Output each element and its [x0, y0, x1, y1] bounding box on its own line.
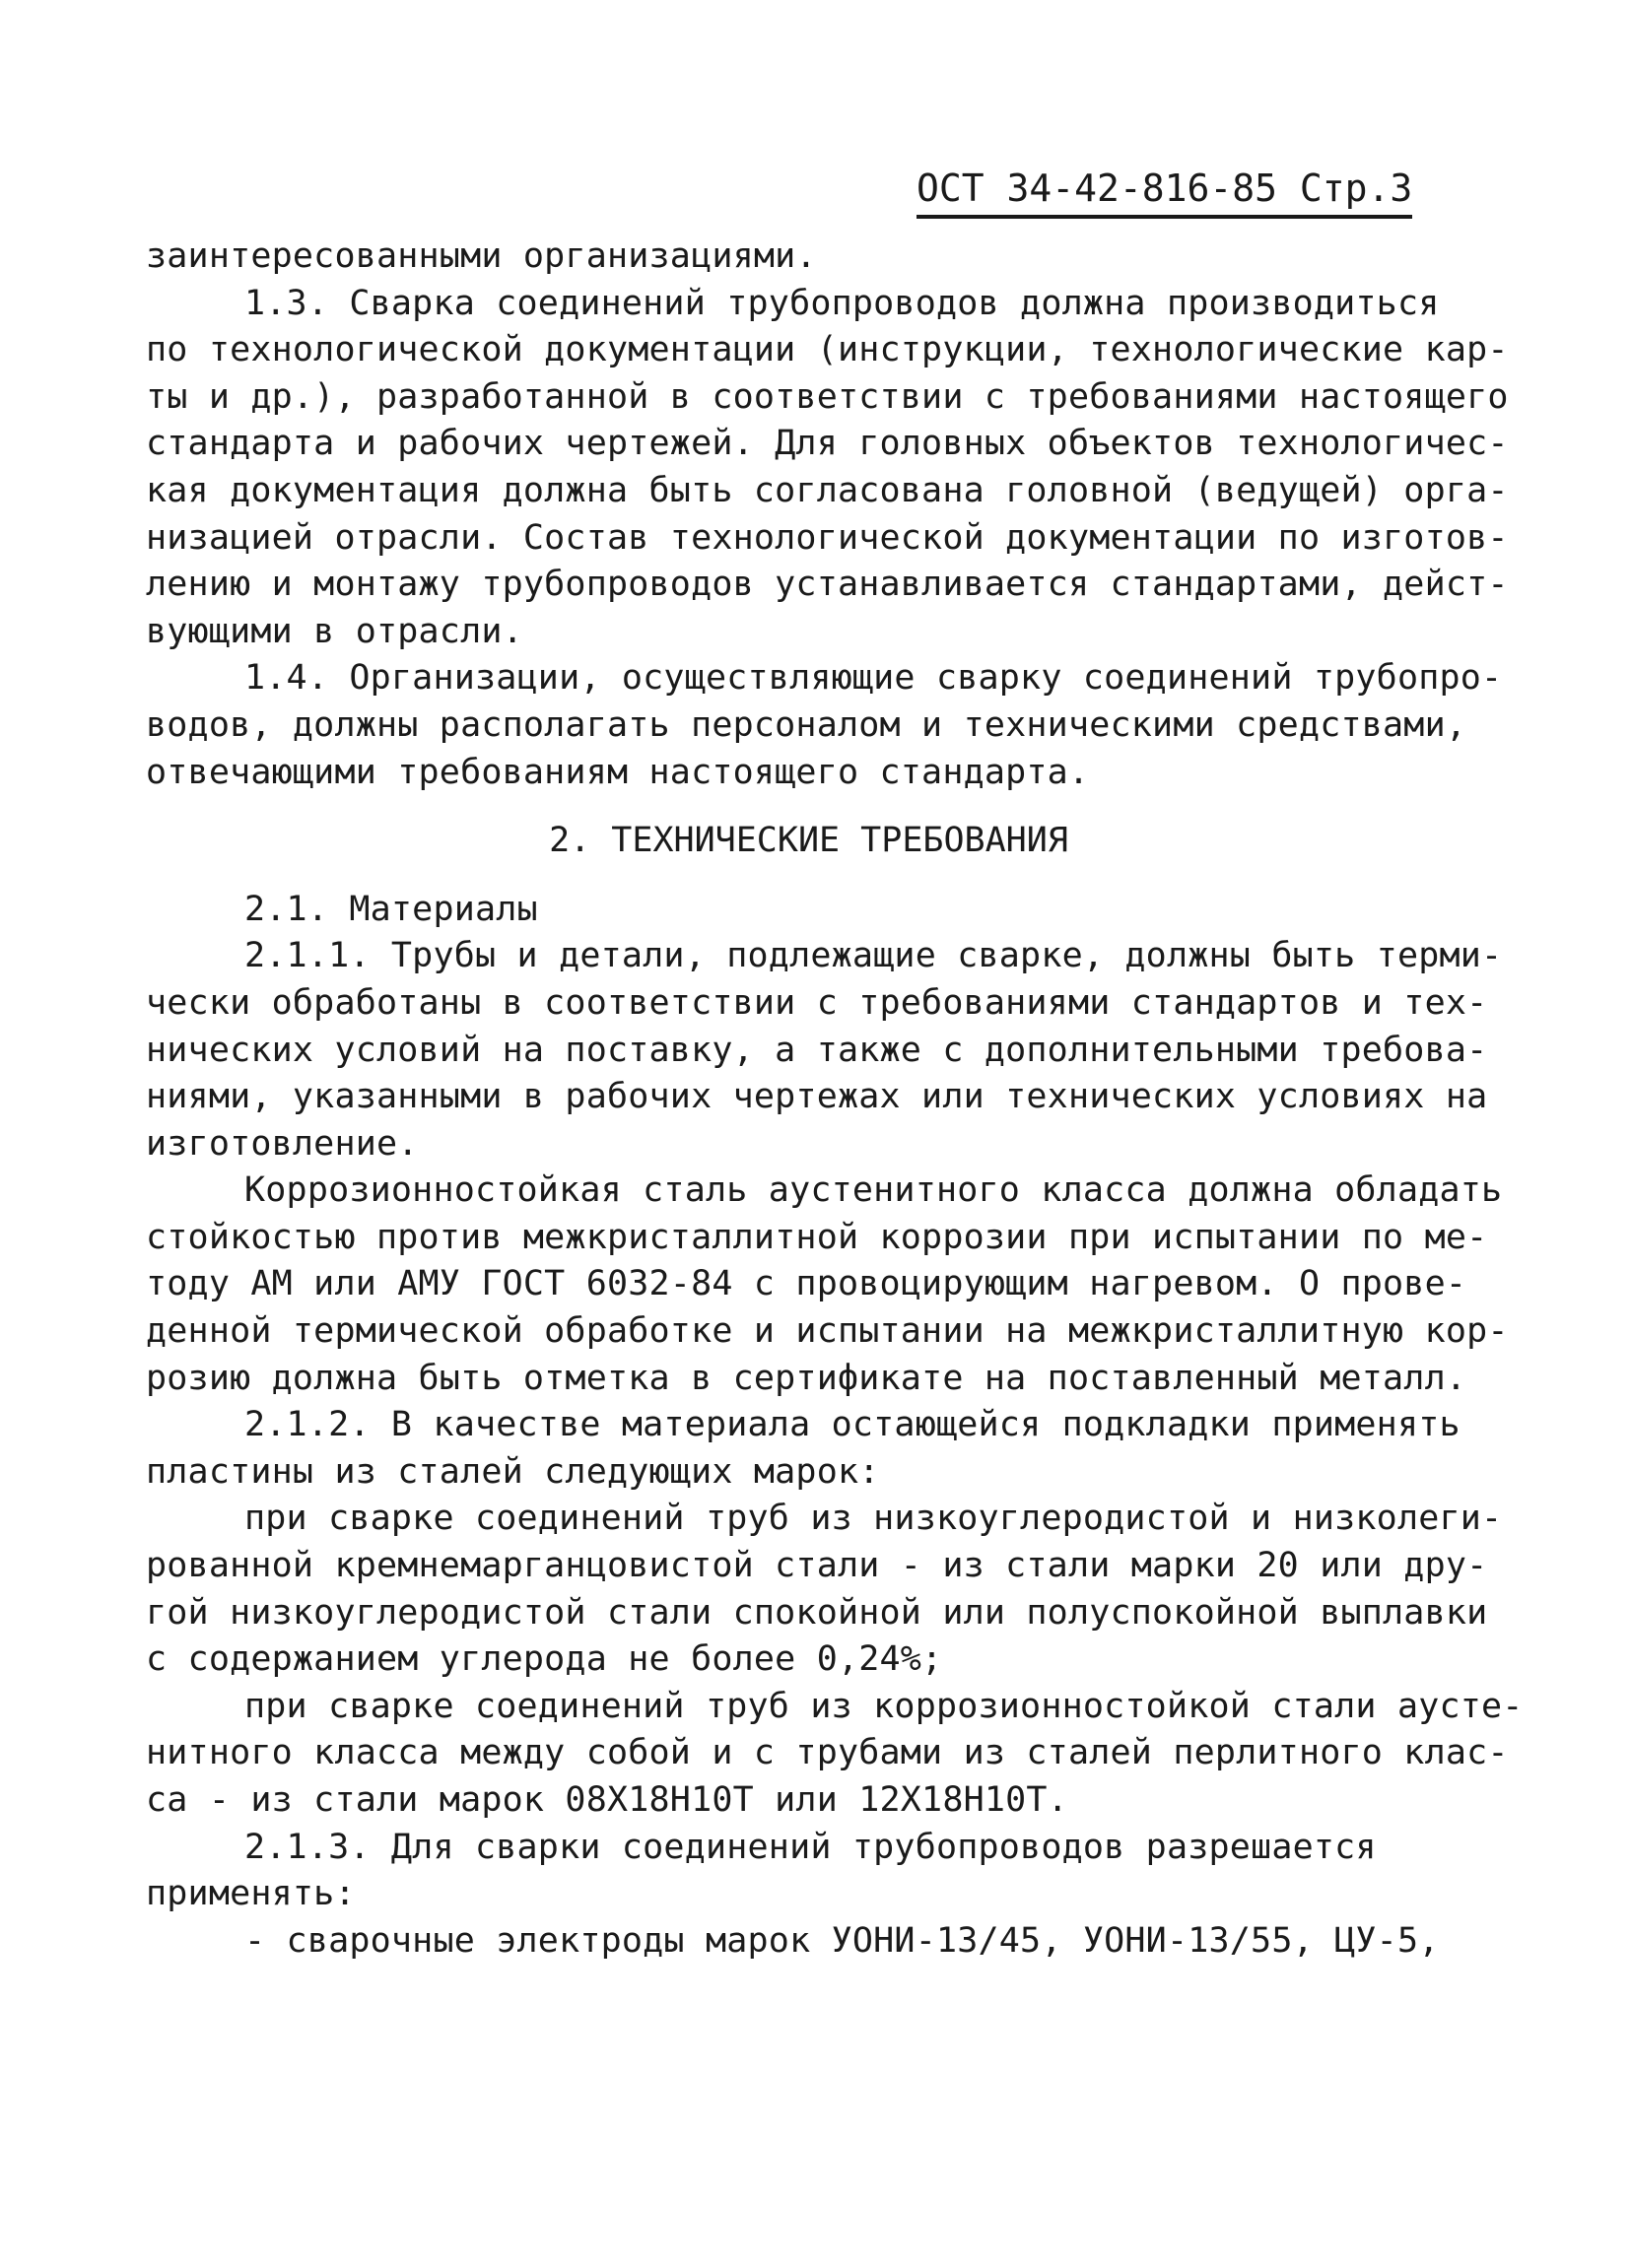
- text-line: ниями, указанными в рабочих чертежах или технических условиях на: [146, 1077, 1488, 1117]
- text-line: водов, должны располагать персоналом и техническими средствами,: [146, 704, 1467, 745]
- paragraphs-section-2: [146, 887, 1524, 1966]
- text-line: стандарта и рабочих чертежей. Для головных объектов технологичес-: [146, 424, 1509, 464]
- text-line: изготовление.: [146, 1123, 419, 1164]
- text-line: - сварочные электроды марок УОНИ-13/45, УОНИ-13/55, ЦУ-5,: [244, 1920, 1440, 1961]
- text-line: 1.4. Организации, осуществляющие сварку соединений трубопро-: [244, 658, 1503, 699]
- text-line: низацией отрасли. Состав технологической документации по изготов-: [146, 517, 1509, 558]
- text-line: ты и др.), разработанной в соответствии с требованиями настоящего: [146, 376, 1509, 417]
- text-line: с содержанием углерода не более 0,24%;: [146, 1639, 943, 1680]
- text-line: заинтересованными организациями.: [146, 236, 817, 276]
- text-line: лению и монтажу трубопроводов устанавливается стандартами, дейст-: [146, 565, 1509, 605]
- text-line: 2.1.1. Трубы и детали, подлежащие сварке, должны быть терми-: [244, 936, 1503, 976]
- text-line: 2.1.3. Для сварки соединений трубопроводов разрешается: [244, 1827, 1377, 1867]
- text-line: при сварке соединений труб из коррозионностойкой стали аусте-: [244, 1686, 1524, 1726]
- text-line: по технологической документации (инструкции, технологические кар-: [146, 330, 1509, 370]
- text-line: рованной кремнемарганцовистой стали - из стали марки 20 или дру-: [146, 1546, 1488, 1586]
- text-line: нитного класса между собой и с трубами из сталей перлитного клас-: [146, 1733, 1509, 1773]
- text-line: денной термической обработке и испытании на межкристаллитную кор-: [146, 1311, 1509, 1352]
- text-line: 1.3. Сварка соединений трубопроводов должна производиться: [244, 283, 1440, 323]
- text-line: чески обработаны в соответствии с требованиями стандартов и тех-: [146, 982, 1488, 1023]
- text-line: применять:: [146, 1874, 356, 1914]
- text-line: 2.1. Материалы: [244, 889, 538, 929]
- text-line: Коррозионностойкая сталь аустенитного класса должна обладать: [244, 1170, 1503, 1211]
- text-line: стойкостью против межкристаллитной коррозии при испытании по ме-: [146, 1217, 1488, 1257]
- page-header-code: ОСТ 34-42-816-85 Стр.3: [917, 164, 1412, 219]
- text-line: розию должна быть отметка в сертификате на поставленный металл.: [146, 1358, 1467, 1398]
- text-line: нических условий на поставку, а также с дополнительными требова-: [146, 1030, 1488, 1070]
- text-line: са - из стали марок 08Х18Н10Т или 12Х18Н10Т.: [146, 1780, 1068, 1820]
- text-line: при сварке соединений труб из низкоуглеродистой и низколеги-: [244, 1499, 1503, 1539]
- document-body: [146, 233, 1524, 1965]
- text-line: тоду АМ или АМУ ГОСТ 6032-84 с провоцирующим нагревом. О прове-: [146, 1264, 1467, 1304]
- text-line: отвечающими требованиям настоящего стандарта.: [146, 752, 1090, 792]
- text-line: кая документация должна быть согласована головной (ведущей) орга-: [146, 470, 1509, 510]
- text-line: вующими в отрасли.: [146, 611, 523, 651]
- text-line: 2.1.2. В качестве материала остающейся подкладки применять: [244, 1405, 1460, 1445]
- section-heading: 2. ТЕХНИЧЕСКИЕ ТРЕБОВАНИЯ: [549, 821, 1068, 861]
- text-line: гой низкоуглеродистой стали спокойной или полуспокойной выплавки: [146, 1592, 1488, 1633]
- text-line: пластины из сталей следующих марок:: [146, 1451, 880, 1492]
- paragraphs-section-1: [146, 233, 1509, 796]
